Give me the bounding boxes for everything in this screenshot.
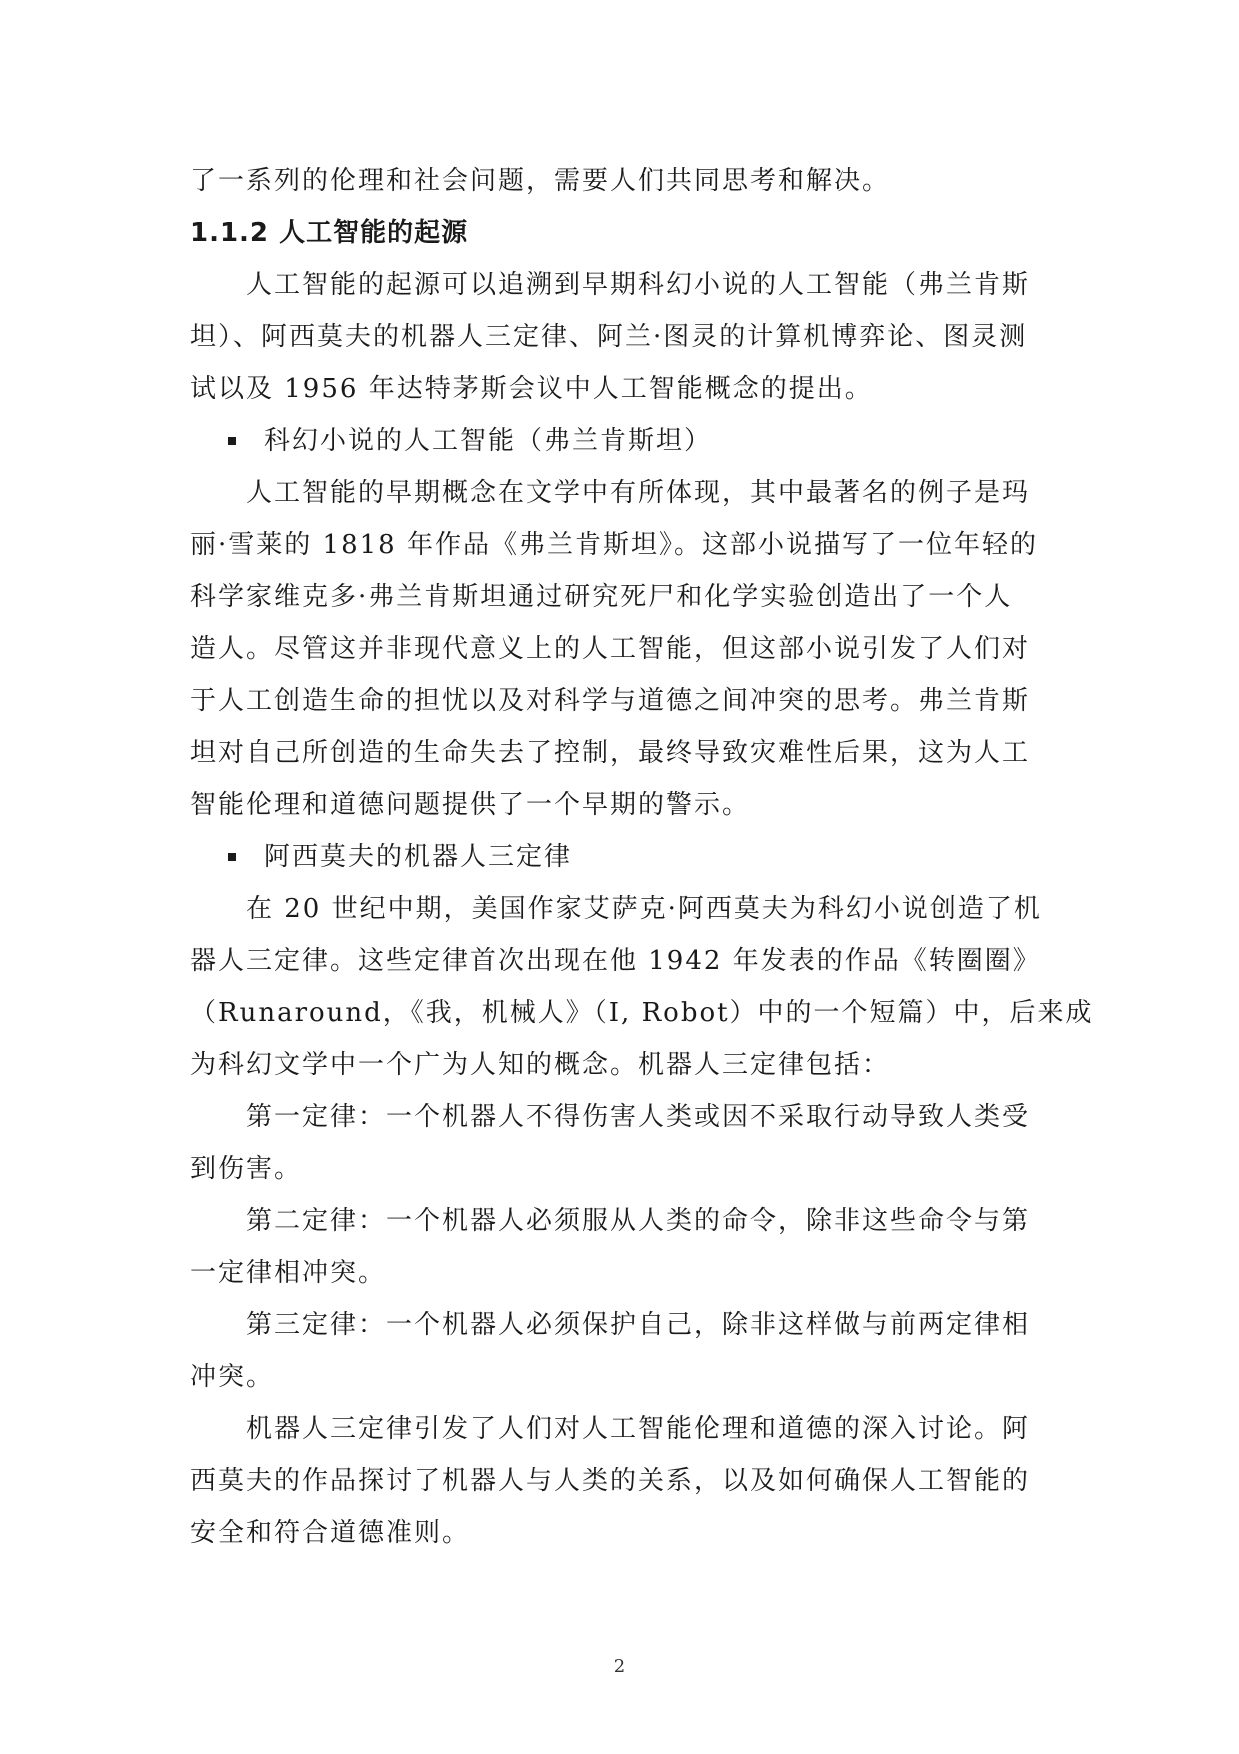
body-line: 第三定律：一个机器人必须保护自己，除非这样做与前两定律相 <box>246 1310 1031 1340</box>
body-line: 安全和符合道德准则。 <box>190 1518 471 1548</box>
body-line: 科学家维克多·弗兰肯斯坦通过研究死尸和化学实验创造出了一个人 <box>190 582 1013 612</box>
body-line: 人工智能的起源可以追溯到早期科幻小说的人工智能（弗兰肯斯 <box>246 270 1031 300</box>
body-line: 为科幻文学中一个广为人知的概念。机器人三定律包括： <box>190 1050 891 1080</box>
body-line: 试以及 1956 年达特茅斯会议中人工智能概念的提出。 <box>190 374 873 404</box>
body-line: 于人工创造生命的担忧以及对科学与道德之间冲突的思考。弗兰肯斯 <box>190 686 1031 716</box>
body-line: 坦对自己所创造的生命失去了控制，最终导致灾难性后果，这为人工 <box>190 738 1031 768</box>
body-line: 一定律相冲突。 <box>190 1258 387 1288</box>
body-line: 了一系列的伦理和社会问题，需要人们共同思考和解决。 <box>190 166 891 196</box>
page-number: 2 <box>613 1656 626 1677</box>
body-line: 在 20 世纪中期，美国作家艾萨克·阿西莫夫为科幻小说创造了机 <box>246 894 1042 924</box>
body-line: 冲突。 <box>190 1362 275 1392</box>
body-line: 西莫夫的作品探讨了机器人与人类的关系，以及如何确保人工智能的 <box>190 1466 1031 1496</box>
bullet-square-icon <box>228 853 236 861</box>
body-line: 机器人三定律引发了人们对人工智能伦理和道德的深入讨论。阿 <box>246 1414 1031 1444</box>
bullet-label: 阿西莫夫的机器人三定律 <box>264 842 573 872</box>
bullet-square-icon <box>228 437 236 445</box>
body-line: 造人。尽管这并非现代意义上的人工智能，但这部小说引发了人们对 <box>190 634 1031 664</box>
body-line: 第一定律：一个机器人不得伤害人类或因不采取行动导致人类受 <box>246 1102 1031 1132</box>
body-line: （Runaround，《我，机械人》（I, Robot）中的一个短篇）中，后来成 <box>190 998 1094 1028</box>
bullet-item <box>190 415 1050 467</box>
body-line: 器人三定律。这些定律首次出现在他 1942 年发表的作品《转圈圈》 <box>190 946 1041 976</box>
body-line: 到伤害。 <box>190 1154 303 1184</box>
bullet-item <box>190 831 1050 883</box>
body-line: 坦）、阿西莫夫的机器人三定律、阿兰·图灵的计算机博弈论、图灵测 <box>190 322 1028 352</box>
section-heading: 1.1.2 人工智能的起源 <box>190 218 469 248</box>
bullet-label: 科幻小说的人工智能（弗兰肯斯坦） <box>264 426 713 456</box>
body-line: 智能伦理和道德问题提供了一个早期的警示。 <box>190 790 751 820</box>
body-line: 人工智能的早期概念在文学中有所体现，其中最著名的例子是玛 <box>246 478 1031 508</box>
body-line: 第二定律：一个机器人必须服从人类的命令，除非这些命令与第 <box>246 1206 1031 1236</box>
document-page <box>190 155 1094 1559</box>
body-line: 丽·雪莱的 1818 年作品《弗兰肯斯坦》。这部小说描写了一位年轻的 <box>190 530 1038 560</box>
